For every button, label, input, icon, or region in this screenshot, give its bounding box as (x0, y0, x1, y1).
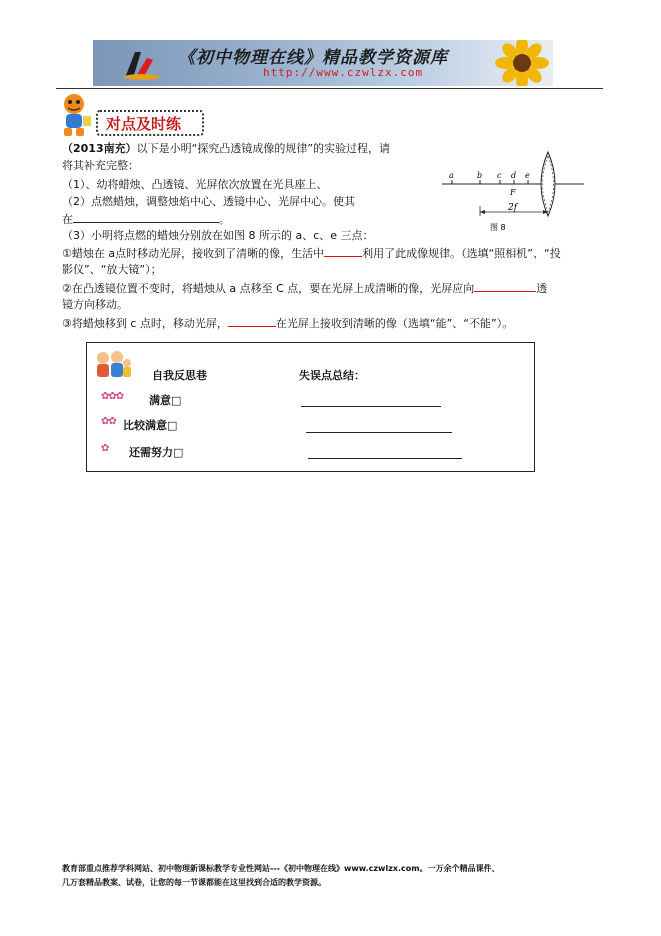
step-2: （2）点燃蜡烛，调整烛焰中心、透镜中心、光屏中心。使其 (62, 195, 355, 208)
figure-caption: 图 8 (490, 223, 506, 232)
sunflower-icon (488, 40, 553, 86)
question-intro: 以下是小明“探究凸透镜成像的规律”的实验过程，请 (136, 142, 391, 155)
summary-line-2[interactable] (306, 432, 452, 433)
question-1-line-1 (62, 246, 561, 261)
summary-line-3[interactable] (308, 458, 462, 459)
question-2-line-2: 镜方向移动。 (62, 298, 128, 311)
label-c: c (497, 171, 502, 180)
reflection-box (86, 342, 535, 472)
banner (93, 40, 553, 86)
footer (62, 862, 622, 890)
family-icon (93, 349, 133, 379)
question-3-text-a: ③将蜡烛移到 c 点时，移动光屏， (62, 317, 228, 330)
header-divider (56, 88, 603, 89)
three-flowers-icon: ✿✿✿ (101, 391, 124, 402)
step-1: （1）、幼将蜡烛、凸透镜、光屏依次放置在光具座上、 (62, 178, 328, 191)
label-focus: F (510, 188, 516, 197)
label-2f: 2f (508, 203, 518, 213)
question-source: （2013南充） (62, 142, 137, 155)
label-b: b (477, 171, 483, 180)
convex-lens (541, 152, 555, 216)
step-2-answer-line (62, 212, 230, 227)
figure-8-diagram (436, 148, 586, 234)
option-needs-effort[interactable]: 还需努力□ (129, 446, 184, 459)
two-flowers-icon: ✿✿ (101, 416, 116, 427)
reflection-title: 自我反思巷 (152, 369, 207, 382)
option-fairly-satisfied[interactable]: 比较满意□ (123, 419, 178, 432)
question-2-line-1 (62, 281, 547, 296)
question-intro-line-1 (62, 142, 390, 156)
summary-line-1[interactable] (301, 406, 441, 407)
question-3-blank[interactable] (228, 316, 276, 327)
question-2-blank[interactable] (474, 281, 536, 292)
step-2-suffix: 。 (219, 213, 230, 226)
question-3-text-b: 在光屏上接收到清晰的像（选填“能”、“不能”）。 (275, 317, 514, 330)
option-satisfied[interactable]: 满意□ (149, 394, 182, 407)
banner-url[interactable]: http://www.czwlzx.com (263, 66, 424, 79)
label-a: a (449, 171, 454, 180)
question-1-text-a: ①蜡烛在 a点时移动光屏，接收到了清晰的像，生活中 (62, 247, 325, 260)
question-2-text-a: ②在凸透镜位置不变时，将蜡烛从 a 点移至 C 点，要在光屏上成清晰的像，光屏应向 (62, 282, 475, 295)
step-2-blank[interactable] (73, 212, 219, 223)
question-1-text-b: 利用了此成像规律。（选填“照相机”、“投 (362, 247, 561, 260)
question-1-line-2: 影仪”、“放大镜”）； (62, 263, 162, 276)
step-3: （3）小明将点燃的蜡烛分别放在如图 8 所示的 a、c、e 三点： (62, 229, 374, 242)
footer-line-2: 几万套精品教案、试卷，让您的每一节课都能在这里找到合适的教学资源。 (62, 878, 326, 887)
section-heading: 对点及时练 (106, 115, 182, 133)
summary-label: 失误点总结： (299, 369, 365, 382)
question-intro-line-2: 将其补充完整： (62, 159, 139, 172)
step-2-prefix: 在 (62, 213, 73, 226)
tiger-mascot-icon (58, 92, 94, 138)
question-3-line (62, 316, 513, 331)
question-2-text-b: 透 (536, 282, 548, 295)
footer-line-1: 教育部重点推荐学科网站、初中物理新课标教学专业性网站---《初中物理在线》www.czwlzx.com。一万余个精品课件、 (62, 864, 500, 873)
arrowhead-left (480, 210, 485, 214)
banner-title: 《初中物理在线》精品教学资源库 (178, 48, 448, 68)
logo-icon (121, 46, 163, 82)
one-flower-icon: ✿ (101, 443, 109, 454)
label-d: d (511, 171, 517, 180)
label-e: e (525, 171, 530, 180)
question-1-blank[interactable] (324, 246, 362, 257)
